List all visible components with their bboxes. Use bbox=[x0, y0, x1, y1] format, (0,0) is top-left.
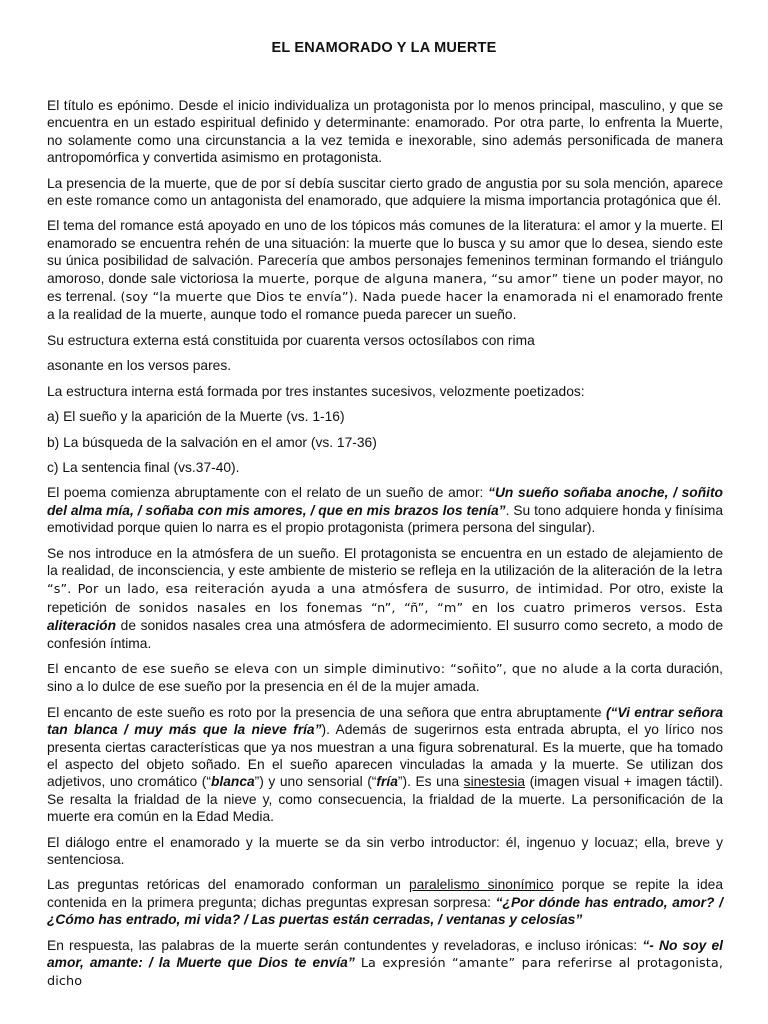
paragraph-15-part-a: Las preguntas retóricas del enamorado conforman un bbox=[47, 877, 409, 893]
list-item-c: c) La sentencia final (vs.37-40). bbox=[47, 459, 240, 475]
paragraph-13-part-d: ”). Es una bbox=[397, 774, 464, 790]
paragraph-15 bbox=[47, 876, 723, 928]
term-paralelismo: paralelismo sinonímico bbox=[409, 877, 554, 893]
paragraph-5: asonante en los versos pares. bbox=[47, 358, 232, 374]
paragraph-3-part-d: (soy “la muerte que Dios te envía”). Nada puede hacer la enamorada ni el bbox=[120, 290, 610, 306]
term-sinestesia: sinestesia bbox=[463, 774, 526, 790]
paragraph-10-part-b: . Su tono adquiere honda y finísima emotividad porque quien lo narra es el propio protagonista (primera persona del singular). bbox=[47, 502, 724, 536]
document-body bbox=[47, 97, 723, 999]
paragraph-11-part-d: sonidos nasales en los fonemas “n”, “ñ”, “m” en los cuatro primeros versos. Esta bbox=[138, 600, 723, 616]
document-title: EL ENAMORADO Y LA MUERTE bbox=[271, 40, 497, 56]
poem-quote-lady: (“Vi entrar señora tan blanca / muy más que la nieve fría” bbox=[47, 704, 723, 738]
list-item-a: a) El sueño y la aparición de la Muerte (vs. 1-16) bbox=[47, 409, 345, 425]
paragraph-12 bbox=[47, 660, 723, 696]
paragraph-10 bbox=[47, 484, 723, 536]
paragraph-16-part-c: La expresión “amante” para referirse al protagonista, dicho bbox=[47, 956, 724, 990]
paragraph-13-part-e: (imagen visual + imagen táctil). Se resalta la frialdad de la nieve y, como consecuencia, la frialdad de la muerte. La personificación de la muerte era común en la Edad Media. bbox=[47, 774, 724, 825]
paragraph-1: El título es epónimo. Desde el inicio individualiza un protagonista por lo menos principal, masculino, y que se encuentra en un estado espiritual definido y determinante: enamorado. Por otra parte, lo enfrenta la Muerte, no solamente como una circunstancia a la vez temida e inexorable, sino además personificada de manera antropomórfica y convertida asimismo en protagonista. bbox=[47, 98, 723, 166]
term-blanca: blanca bbox=[210, 774, 255, 790]
paragraph-2: La presencia de la muerte, que de por sí debía suscitar cierto grado de angustia por su sola mención, aparece en este romance como un antagonista del enamorado, que adquiere la misma importancia protagónica que él. bbox=[47, 175, 723, 209]
paragraph-11-part-f: de sonidos nasales crea una atmósfera de adormecimiento. El susurro como secreto, a modo de confesión íntima. bbox=[47, 618, 723, 651]
paragraph-12-part-a: El encanto de ese sueño se eleva con un simple diminutivo: “soñito”, que no alude bbox=[47, 661, 599, 677]
paragraph-3-part-a: El tema del romance está apoyado en uno de los tópicos más comunes de la literatura: el amor y la muerte. El enamorado se encuentra rehén de una situación: la muerte que lo busca y su amor que lo desea, siendo este su única posibilidad de salvación. Parecería que ambos personajes femeninos terminan formando el triángulo amoroso, donde sale victoriosa bbox=[47, 218, 723, 286]
paragraph-15-part-b: porque se repite la idea contenida en la primera pregunta; dichas preguntas expresan sorpresa: bbox=[47, 877, 724, 910]
paragraph-13-part-b: ). Además de sugerirnos esta entrada abrupta, el yo lírico nos presenta ciertas características que ya nos muestran a una figura sobrenatural. Es la muerte, que ha tomado el aspecto del objeto soñado. En el sueño aparecen vinculadas la amada y la muerte. Se utilizan dos adjetivos, uno cromático (“ bbox=[47, 722, 723, 790]
paragraph-14: El diálogo entre el enamorado y la muerte se da sin verbo introductor: él, ingenuo y locuaz; ella, breve y sentenciosa. bbox=[47, 834, 723, 868]
term-aliteracion: aliteración bbox=[47, 618, 117, 634]
paragraph-13-part-c: ”) y uno sensorial (“ bbox=[254, 774, 377, 790]
paragraph-13-part-a: El encanto de este sueño es roto por la presencia de una señora que entra abruptamente bbox=[47, 704, 606, 720]
paragraph-3 bbox=[47, 217, 723, 323]
term-fria: fría bbox=[376, 774, 398, 790]
paragraph-11 bbox=[47, 545, 723, 652]
paragraph-16 bbox=[47, 937, 723, 991]
paragraph-11-part-a: Se nos introduce en la atmósfera de un sueño. El protagonista se encuentra en un estado de alejamiento de la realidad, de inconsciencia, y este ambiente de misterio se refleja en la utilización de la aliteración de la bbox=[47, 545, 723, 578]
poem-quote-answer: “- No soy el amor, amante: / la Muerte que Dios te envía” bbox=[47, 937, 723, 971]
paragraph-11-part-b: letra “s”. Por un lado, esa reiteración ayuda a una atmósfera de susurro, de intimidad. bbox=[47, 563, 723, 598]
list-item-b: b) La búsqueda de la salvación en el amor (vs. 17-36) bbox=[47, 434, 377, 450]
paragraph-11-part-c: Por otro, existe la repetición de bbox=[47, 581, 723, 615]
paragraph-3-part-e: enamorado frente a la realidad de la muerte, aunque todo el romance pueda parecer un sueño. bbox=[47, 289, 724, 323]
poem-quote-dream: “Un sueño soñaba anoche, / soñito del alma mía, / soñaba con mis amores, / que en mis brazos los tenía” bbox=[47, 485, 723, 518]
paragraph-13 bbox=[47, 704, 723, 826]
poem-quote-questions: “¿Por dónde has entrado, amor? / ¿Cómo has entrado, mi vida? / Las puertas están cerradas, / ventanas y celosías” bbox=[47, 894, 723, 928]
paragraph-16-part-a: En respuesta, las palabras de la muerte serán contundentes y reveladoras, e incluso irónicas: bbox=[47, 937, 643, 953]
paragraph-3-part-b: la muerte, porque de alguna manera, “su amor” tiene un poder bbox=[242, 271, 659, 287]
paragraph-6: La estructura interna está formada por tres instantes sucesivos, velozmente poetizados: bbox=[47, 383, 585, 399]
paragraph-10-part-a: El poema comienza abruptamente con el relato de un sueño de amor: bbox=[47, 485, 489, 501]
paragraph-3-part-c: mayor, no es terrenal. bbox=[47, 270, 724, 305]
paragraph-12-part-b: a la corta duración, sino a lo dulce de ese sueño por la presencia en él de la mujer amada. bbox=[47, 660, 723, 695]
paragraph-4: Su estructura externa está constituida por cuarenta versos octosílabos con rima bbox=[47, 332, 535, 348]
